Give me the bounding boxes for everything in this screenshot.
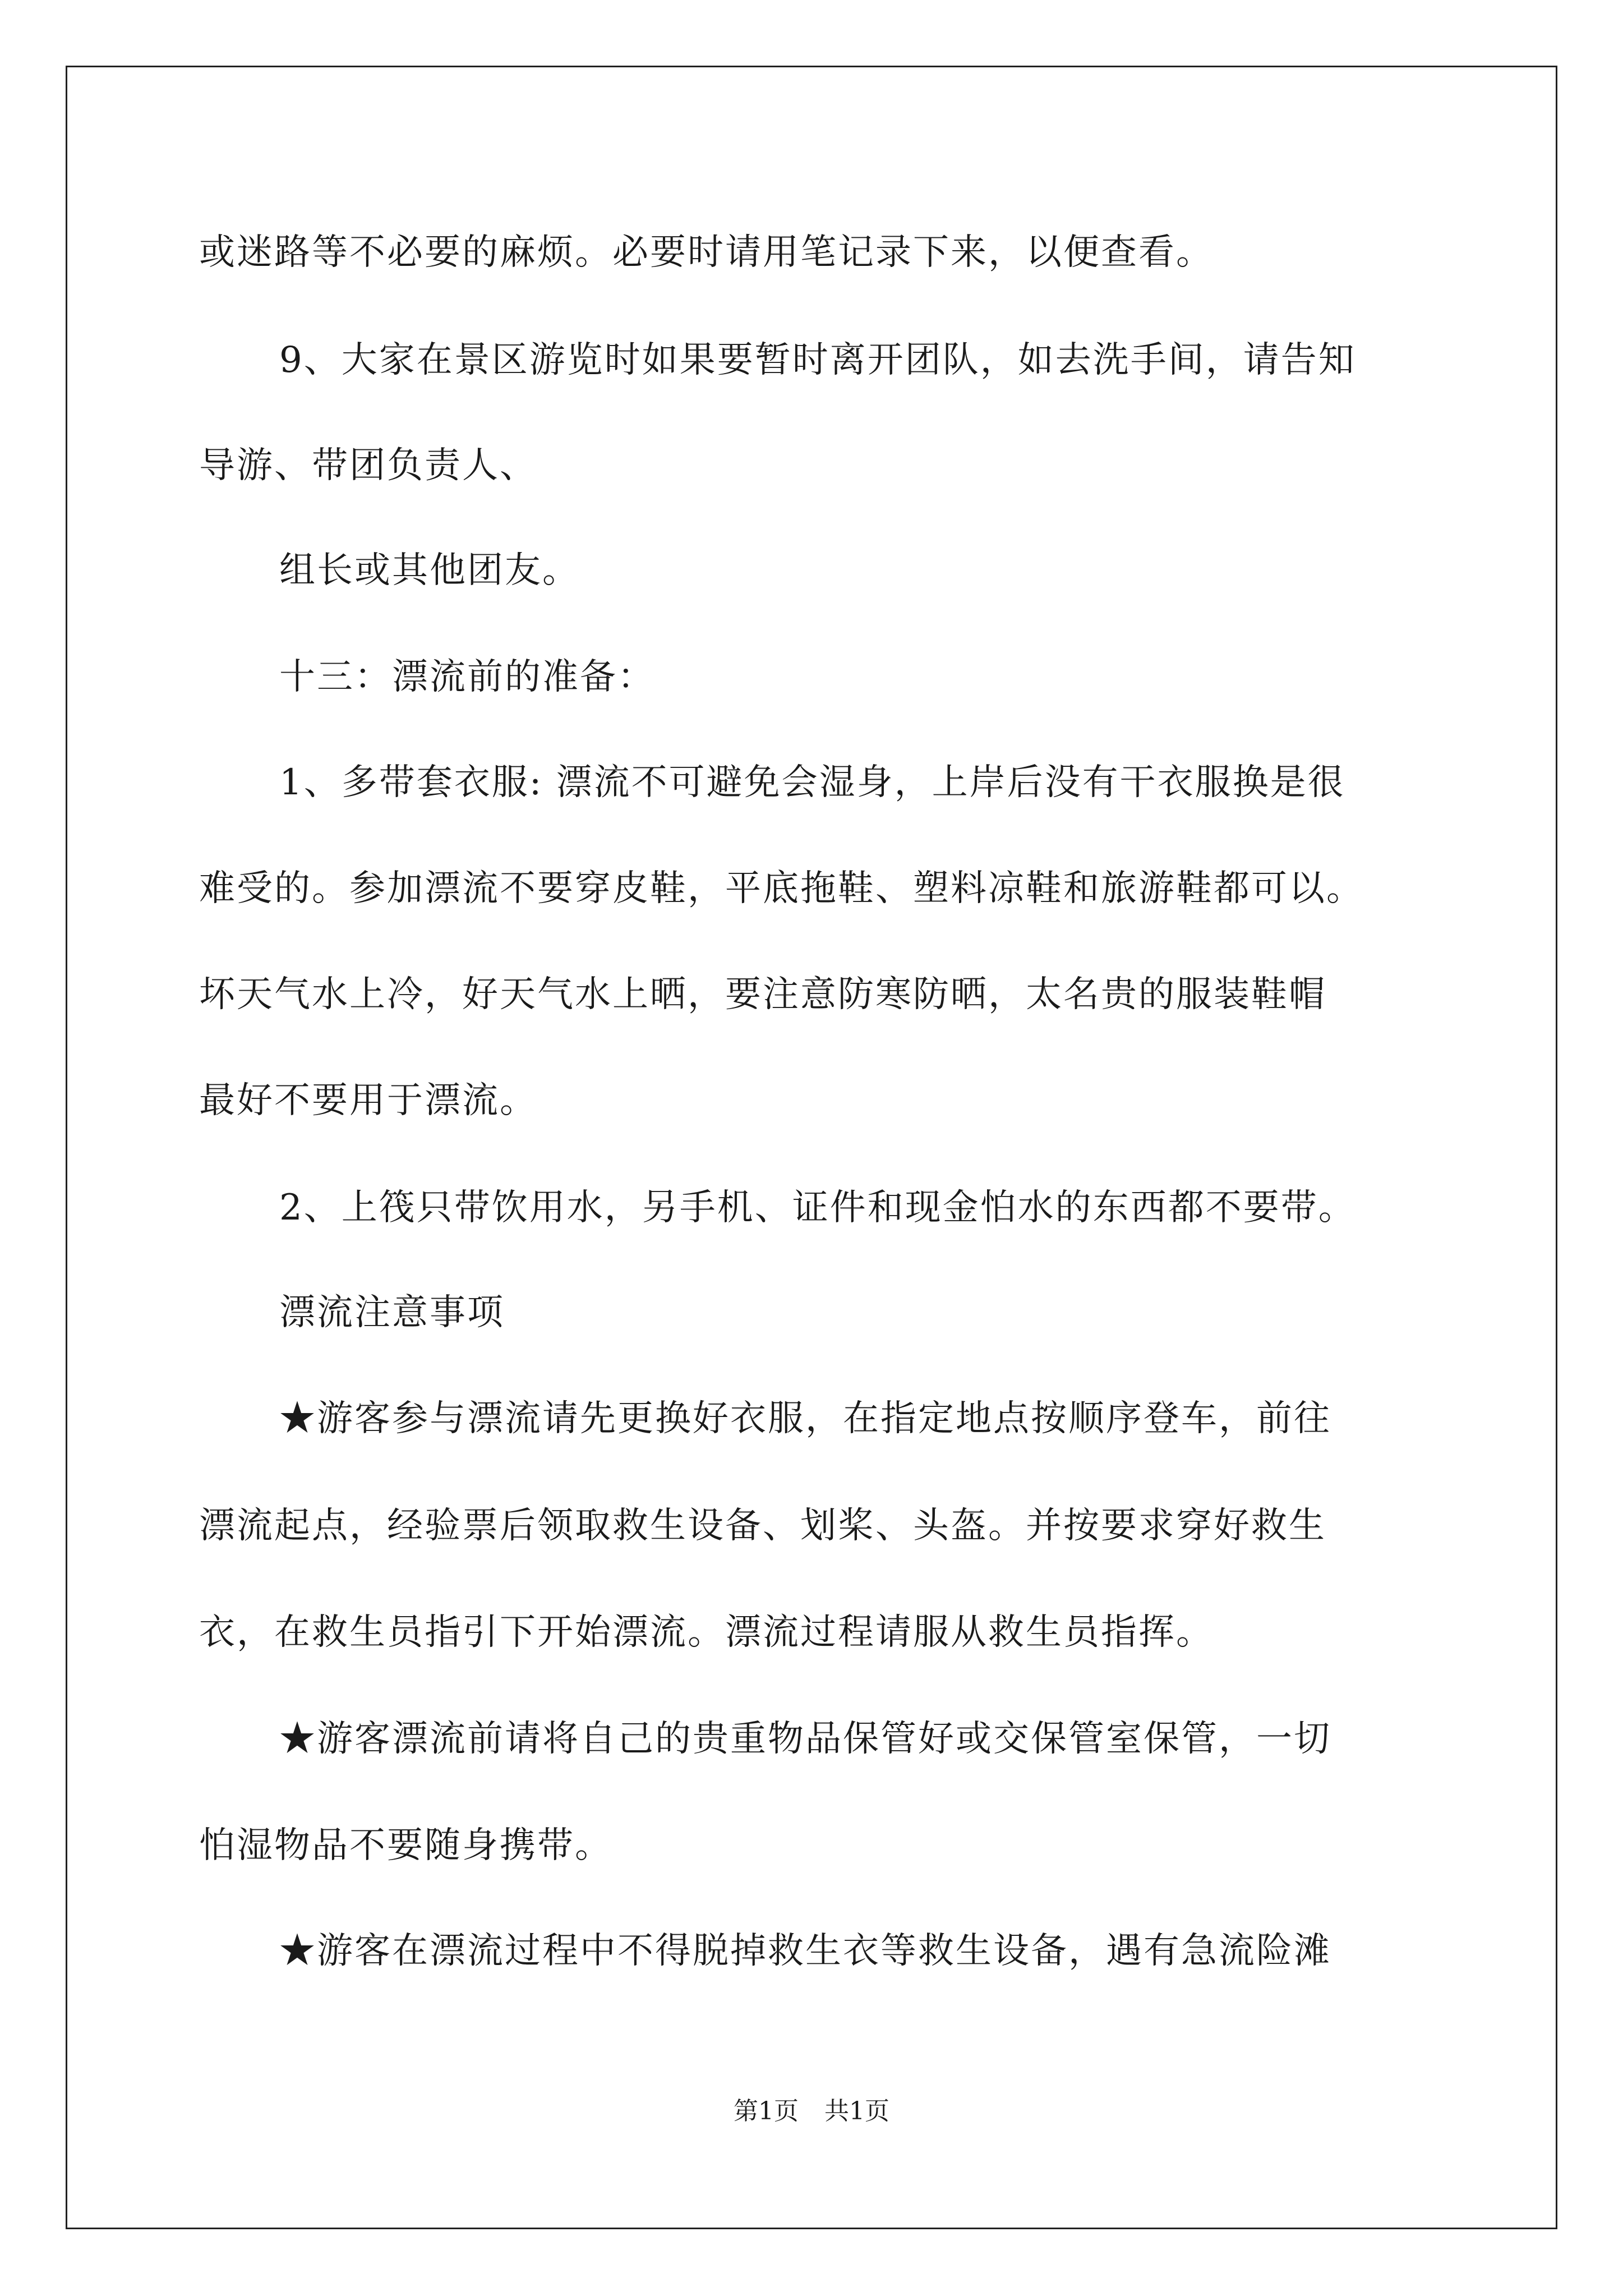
text-line: 9、大家在景区游览时如果要暂时离开团队，如去洗手间，请告知 (279, 339, 1356, 381)
text-line: 2、上筏只带饮用水，另手机、证件和现金怕水的东西都不要带。 (279, 1187, 1356, 1228)
text-line: 难受的。参加漂流不要穿皮鞋，平底拖鞋、塑料凉鞋和旅游鞋都可以。 (199, 868, 1364, 909)
section-heading: 漂流注意事项 (279, 1292, 505, 1333)
text-line: 怕湿物品不要随身携带。 (199, 1825, 612, 1866)
page-footer (0, 2096, 1623, 2127)
text-line: ★游客参与漂流请先更换好衣服，在指定地点按顺序登车，前往 (279, 1398, 1331, 1439)
text-line: 最好不要用于漂流。 (199, 1080, 537, 1121)
page-total: 共1页 (824, 2097, 889, 2125)
text-line: 导游、带团负责人、 (199, 445, 537, 486)
text-line: ★游客漂流前请将自己的贵重物品保管好或交保管室保管，一切 (279, 1718, 1331, 1760)
text-line: 或迷路等不必要的麻烦。必要时请用笔记录下来，以便查看。 (199, 232, 1214, 273)
text-line: 坏天气水上冷，好天气水上晒，要注意防寒防晒，太名贵的服装鞋帽 (199, 974, 1326, 1015)
section-heading: 十三：漂流前的准备： (279, 656, 655, 698)
text-line: ★游客在漂流过程中不得脱掉救生衣等救生设备，遇有急流险滩 (279, 1930, 1331, 1972)
text-line: 衣，在救生员指引下开始漂流。漂流过程请服从救生员指挥。 (199, 1612, 1214, 1653)
text-line: 漂流起点，经验票后领取救生设备、划桨、头盔。并按要求穿好救生 (199, 1505, 1326, 1547)
text-line: 1、多带套衣服: 漂流不可避免会湿身，上岸后没有干衣服换是很 (279, 762, 1345, 803)
page-border (66, 66, 1557, 2229)
text-line: 组长或其他团友。 (279, 550, 580, 591)
page-number: 第1页 (734, 2097, 799, 2125)
